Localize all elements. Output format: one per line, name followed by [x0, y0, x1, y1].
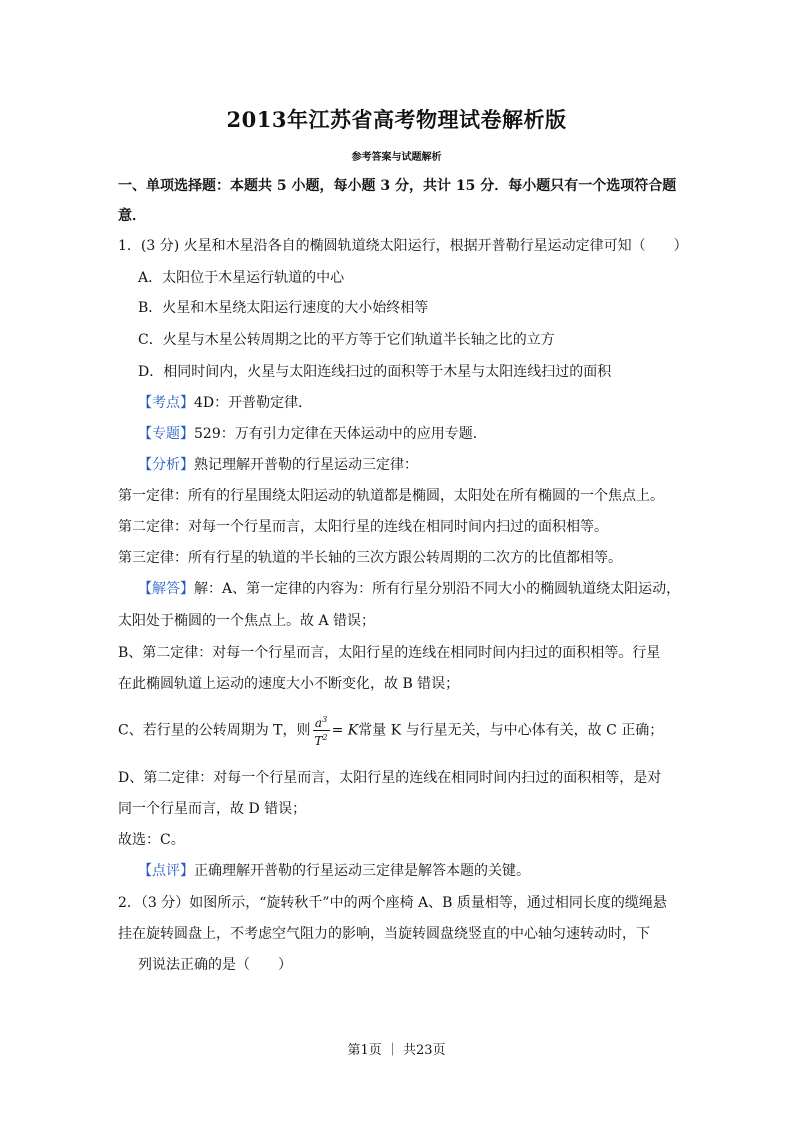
kaodian-text: 4D：开普勒定律． — [194, 395, 313, 411]
answer-d-line-2: 同一个行星而言，故 D 错误； — [118, 801, 307, 817]
question-2-line-1: 2．（3 分）如图所示，“旋转秋千”中的两个座椅 A、B 质量相等，通过相同长度的缆绳悬 — [118, 895, 667, 911]
fenxi-text: 熟记理解开普勒的行星运动三定律： — [194, 457, 418, 473]
question-1-stem: 1．(3 分) 火星和木星沿各自的椭圆轨道绕太阳运行，根据开普勒行星运动定律可知（ ） — [118, 238, 688, 254]
zhuanti-text: 529：万有引力定律在天体运动中的应用专题． — [194, 426, 487, 442]
jieda-tag: 【解答】 — [138, 581, 194, 597]
question-1-option-c: C．火星与木星公转周期之比的平方等于它们轨道半长轴之比的立方 — [138, 332, 555, 348]
answer-b-line-2: 在此椭圆轨道上运动的速度大小不断变化，故 B 错误； — [118, 676, 460, 692]
fraction-numerator: $a^3$ — [313, 713, 330, 731]
page-title: 2013年江苏省高考物理试卷解析版 — [226, 107, 567, 132]
dianping-row — [138, 861, 530, 881]
final-choice: 故选：C。 — [118, 832, 185, 848]
kepler-law-2: 第二定律：对每一个行星而言，太阳行星的连线在相同时间内扫过的面积相等。 — [118, 519, 608, 535]
page-subtitle: 参考答案与试题解析 — [351, 152, 442, 163]
kaodian-row — [138, 393, 312, 413]
answer-d-line-1: D、第二定律：对每一个行星而言，太阳行星的连线在相同时间内扫过的面积相等，是对 — [118, 770, 662, 786]
constant-k: K — [347, 722, 359, 739]
question-1-option-d: D．相同时间内，火星与太阳连线扫过的面积等于木星与太阳连线扫过的面积 — [138, 364, 612, 380]
question-1-option-a: A．太阳位于木星运行轨道的中心 — [138, 270, 345, 286]
kepler-law-1: 第一定律：所有的行星围绕太阳运动的轨道都是椭圆，太阳处在所有椭圆的一个焦点上。 — [118, 488, 664, 504]
zhuanti-row — [138, 424, 487, 444]
jieda-text-line-1: 解：A、第一定律的内容为：所有行星分别沿不同大小的椭圆轨道绕太阳运动， — [194, 581, 681, 597]
answer-c-line — [118, 713, 663, 748]
equals-sign: = — [331, 722, 348, 739]
kaodian-tag: 【考点】 — [138, 395, 194, 411]
fenxi-tag: 【分析】 — [138, 457, 194, 473]
page-footer: 第1页 ｜ 共23页 — [347, 1043, 446, 1058]
section-heading-line-2: 意． — [118, 208, 146, 224]
answer-c-suffix: 常量 K 与行星无关，与中心体有关，故 C 正确； — [358, 722, 664, 739]
question-2-line-3: 列说法正确的是（ ） — [138, 957, 292, 973]
answer-b-line-1: B、第二定律：对每一个行星而言，太阳行星的连线在相同时间内扫过的面积相等。行星 — [118, 645, 661, 661]
section-heading-line-1: 一、单项选择题：本题共 5 小题，每小题 3 分，共计 15 分．每小题只有一个选项符合题 — [118, 178, 677, 194]
kepler-law-3: 第三定律：所有行星的轨道的半长轴的三次方跟公转周期的二次方的比值都相等。 — [118, 550, 622, 566]
dianping-tag: 【点评】 — [138, 863, 194, 879]
kepler-third-law-fraction — [313, 713, 330, 748]
jieda-row — [138, 579, 680, 599]
dianping-text: 正确理解开普勒的行星运动三定律是解答本题的关键。 — [194, 863, 530, 879]
answer-c-prefix: C、若行星的公转周期为 T，则 — [118, 722, 311, 739]
jieda-text-line-2: 太阳处于椭圆的一个焦点上。故 A 错误； — [118, 613, 376, 629]
fraction-denominator: $T^2$ — [314, 733, 328, 748]
question-2-line-2: 挂在旋转圆盘上，不考虑空气阻力的影响，当旋转圆盘绕竖直的中心轴匀速转动时，下 — [118, 926, 650, 942]
question-1-option-b: B．火星和木星绕太阳运行速度的大小始终相等 — [138, 300, 429, 316]
fenxi-row — [138, 455, 418, 475]
zhuanti-tag: 【专题】 — [138, 426, 194, 442]
